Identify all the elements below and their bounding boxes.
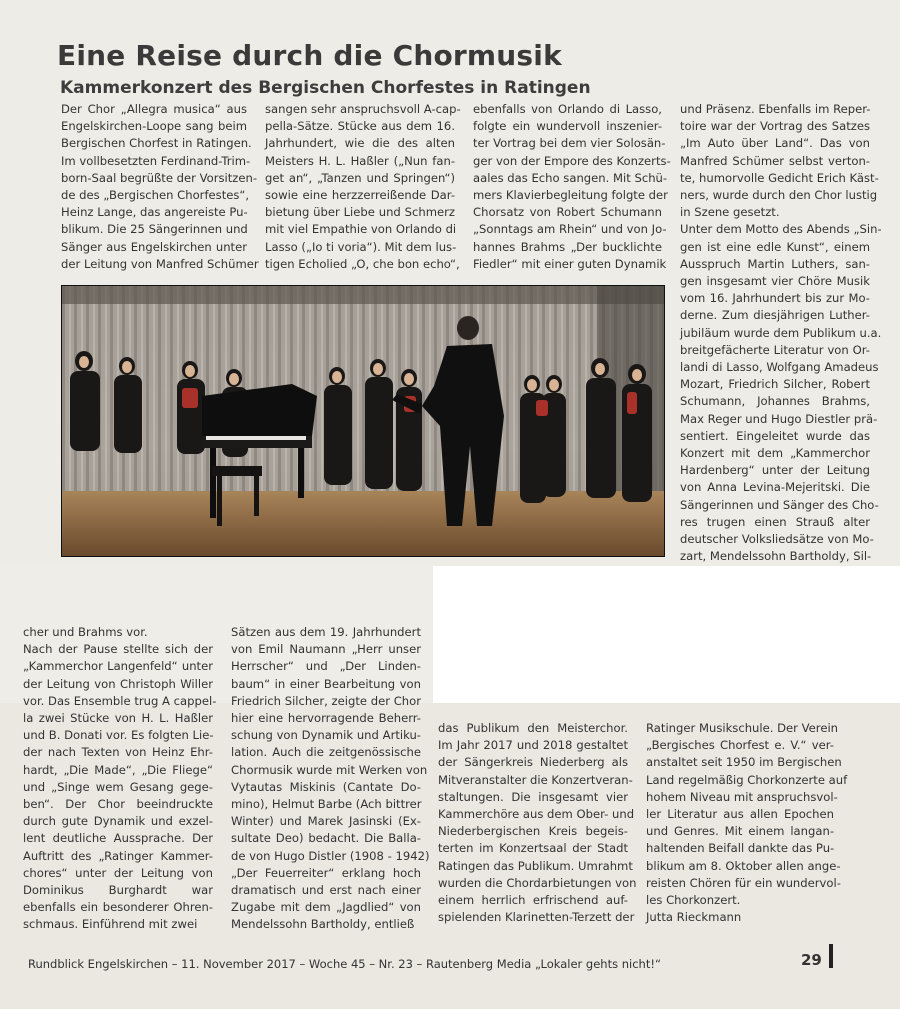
column-3-top bbox=[473, 101, 671, 273]
text-line: Manfred Schümer selbst verton- bbox=[680, 153, 870, 168]
text-line: in Szene gesetzt. bbox=[680, 205, 780, 220]
text-line: baum“ in einer Bearbeitung von bbox=[231, 676, 421, 691]
column-2-top bbox=[265, 101, 461, 273]
text-line: spielenden Klarinetten-Terzett der bbox=[438, 910, 635, 925]
text-line: de des „Bergischen Chorfestes“, bbox=[61, 188, 250, 203]
text-line: von Emil Naumann „Herr unser bbox=[231, 642, 421, 657]
text-line: Fiedler“ mit einer guten Dynamik bbox=[473, 256, 667, 271]
text-line: hohem Niveau mit anspruchsvol- bbox=[646, 789, 838, 804]
text-line: ler Literatur aus allen Epochen bbox=[646, 807, 834, 822]
text-line: Sätzen aus dem 19. Jahrhundert bbox=[231, 625, 421, 639]
text-line: cher und Brahms vor. bbox=[23, 625, 148, 639]
text-line: mit viel Empathie von Orlando di bbox=[265, 222, 457, 237]
text-line: te, humorvolle Gedicht Erich Käst- bbox=[680, 170, 879, 185]
text-line: und B. Donati vor. Es folgten Lie- bbox=[23, 728, 214, 743]
text-line: Mendelssohn Bartholdy, entließ bbox=[231, 917, 415, 932]
text-line: Niederbergischen Kreis begeis- bbox=[438, 824, 628, 839]
text-line: Im vollbesetzten Ferdinand-Trim- bbox=[61, 153, 251, 168]
text-line: „Kammerchor Langenfeld“ unter bbox=[23, 659, 213, 674]
headline: Eine Reise durch die Chormusik bbox=[57, 38, 562, 72]
text-line: Engelskirchen-Loope sang beim bbox=[61, 119, 247, 134]
text-line: tigen Echolied „O, che bon echo“, bbox=[265, 256, 460, 271]
text-line: Lasso („Io ti voria“). Mit dem lus- bbox=[265, 239, 457, 254]
text-line: ben“. Der Chor beeindruckte bbox=[23, 797, 213, 812]
text-line: Mitveranstalter die Konzertveran- bbox=[438, 772, 633, 787]
text-line: schmaus. Einführend mit zwei bbox=[23, 917, 198, 932]
text-line: sangen sehr anspruchsvoll A-cap- bbox=[265, 102, 461, 116]
text-line: bietung über Liebe und Schmerz bbox=[265, 205, 455, 220]
text-line: Land regelmäßig Chorkonzerte auf bbox=[646, 772, 848, 787]
text-line: der Leitung von Christoph Willer bbox=[23, 676, 213, 691]
text-line: Ratingen das Publikum. Umrahmt bbox=[438, 858, 633, 873]
text-line: Bergischen Chorfest in Ratingen. bbox=[61, 136, 252, 151]
text-line: Konzert mit dem „Kammerchor bbox=[680, 446, 870, 461]
text-line: sultate Deo) bedacht. Die Balla- bbox=[231, 831, 421, 846]
text-line: Zugabe mit dem „Jagdlied“ von bbox=[231, 900, 421, 915]
text-line: „Bergisches Chorfest e. V.“ ver- bbox=[646, 738, 834, 753]
text-line: pella-Sätze. Stücke aus dem 16. bbox=[265, 119, 455, 134]
text-line: Jutta Rieckmann bbox=[646, 910, 742, 925]
text-line: wurden die Chordarbietungen von bbox=[438, 875, 637, 890]
text-line: Sängerinnen und Sänger des Cho- bbox=[680, 497, 879, 512]
text-line: Der Chor „Allegra musica“ aus bbox=[61, 102, 247, 116]
text-line: „Der Feuerreiter“ erklang hoch bbox=[231, 865, 421, 880]
text-line: res trugen einen Strauß alter bbox=[680, 514, 870, 529]
text-line: Sänger aus Engelskirchen unter bbox=[61, 239, 247, 254]
text-line: toire war der Vortrag des Satzes bbox=[680, 119, 870, 134]
text-line: vor. Das Ensemble trug A cappel- bbox=[23, 693, 217, 708]
text-line: get an“, „Tanzen und Springen“) bbox=[265, 170, 455, 185]
text-line: haltenden Beifall dankte das Pu- bbox=[646, 841, 835, 856]
publication-footer: Rundblick Engelskirchen – 11. November 2017 – Woche 45 – Nr. 23 – Rautenberg Media „Lokaler gehts nicht!“ bbox=[28, 957, 661, 971]
text-line: von Anna Levina-Mejeritski. Die bbox=[680, 480, 870, 495]
text-line: Auftritt des „Ratinger Kammer- bbox=[23, 848, 213, 863]
text-line: durch gute Dynamik und exzel- bbox=[23, 814, 213, 829]
text-line: und Präsenz. Ebenfalls im Reper- bbox=[680, 102, 871, 116]
page-number: 29 bbox=[801, 951, 822, 969]
text-line: Kammerchöre aus dem Ober- und bbox=[438, 807, 635, 822]
text-line: sentiert. Eingeleitet wurde das bbox=[680, 428, 870, 443]
column-1-bottom bbox=[23, 624, 217, 934]
text-line: reisten Chören für ein wundervol- bbox=[646, 875, 841, 890]
column-1-top bbox=[61, 101, 259, 273]
choir-concert-photo bbox=[61, 285, 665, 557]
text-line: ebenfalls von Orlando di Lasso, bbox=[473, 102, 662, 116]
text-line: gen insgesamt vier Chöre Musik bbox=[680, 274, 870, 289]
text-line: aales das Echo sangen. Mit Schü- bbox=[473, 170, 668, 185]
text-line: schung von Dynamik und Artiku- bbox=[231, 728, 421, 743]
text-line: einem herrlich erfrischend auf- bbox=[438, 893, 628, 908]
text-line: deutscher Volksliedsätze von Mo- bbox=[680, 532, 874, 547]
page-marker-bar bbox=[829, 944, 833, 968]
text-line: dramatisch und erst nach einer bbox=[231, 883, 421, 898]
text-line: breitgefächerte Literatur von Or- bbox=[680, 342, 870, 357]
text-line: Dominikus Burghardt war bbox=[23, 883, 213, 898]
text-line: Winter) und Marek Jasinski (Ex- bbox=[231, 814, 421, 829]
text-line: Nach der Pause stellte sich der bbox=[23, 642, 213, 657]
text-line: der nach Texten von Heinz Ehr- bbox=[23, 745, 213, 760]
text-line: born-Saal begrüßte der Vorsitzen- bbox=[61, 170, 258, 185]
text-line: das Publikum den Meisterchor. bbox=[438, 721, 628, 735]
text-line: staltungen. Die insgesamt vier bbox=[438, 789, 628, 804]
text-line: hannes Brahms „Der bucklichte bbox=[473, 239, 662, 254]
text-line: ger von der Empore des Konzerts- bbox=[473, 153, 671, 168]
text-line: blikum am 8. Oktober allen ange- bbox=[646, 858, 841, 873]
text-line: Chormusik wurde mit Werken von bbox=[231, 762, 428, 777]
text-line: ners, wurde durch den Chor lustig bbox=[680, 188, 878, 203]
text-line: Herrscher“ und „Der Linden- bbox=[231, 659, 421, 674]
text-line: Ratinger Musikschule. Der Verein bbox=[646, 721, 839, 735]
text-line: Unter dem Motto des Abends „Sin- bbox=[680, 222, 882, 237]
text-line: hardt, „Die Made“, „Die Fliege“ bbox=[23, 762, 213, 777]
text-line: landi di Lasso, Wolfgang Amadeus bbox=[680, 360, 879, 375]
text-line: Friedrich Silcher, zeigte der Chor bbox=[231, 693, 421, 708]
text-line: „Sonntags am Rhein“ und von Jo- bbox=[473, 222, 667, 237]
text-line: terten im Konzertsaal der Stadt bbox=[438, 841, 628, 856]
text-line: mers Klavierbegleitung folgte der bbox=[473, 188, 668, 203]
column-2-bottom bbox=[231, 624, 430, 934]
text-line: mino), Helmut Barbe (Ach bittrer bbox=[231, 797, 422, 812]
text-line: de von Hugo Distler (1908 - 1942) bbox=[231, 848, 430, 863]
subheadline: Kammerkonzert des Bergischen Chorfestes in Ratingen bbox=[60, 78, 591, 99]
text-line: lation. Auch die zeitgenössische bbox=[231, 745, 421, 760]
text-line: hier eine hervorragende Beherr- bbox=[231, 711, 421, 726]
column-4-bottom bbox=[646, 720, 848, 926]
text-line: Heinz Lange, das angereiste Pu- bbox=[61, 205, 248, 220]
text-line: sowie eine herzzerreißende Dar- bbox=[265, 188, 455, 203]
text-line: Schumann, Johannes Brahms, bbox=[680, 394, 870, 409]
text-line: vom 16. Jahrhundert bis zur Mo- bbox=[680, 291, 870, 306]
text-line: chores“ unter der Leitung von bbox=[23, 865, 213, 880]
text-line: der Leitung von Manfred Schümer bbox=[61, 256, 259, 271]
text-line: und „Singe wem Gesang gege- bbox=[23, 779, 213, 794]
text-line: der Sängerkreis Niederberg als bbox=[438, 755, 628, 770]
text-line: ter Vortrag bei dem vier Solosän- bbox=[473, 136, 666, 151]
column-3-bottom bbox=[438, 720, 637, 926]
text-line: zart, Mendelssohn Bartholdy, Sil- bbox=[680, 549, 872, 564]
text-line: Hardenberg“ unter der Leitung bbox=[680, 463, 870, 478]
text-line: Im Jahr 2017 und 2018 gestaltet bbox=[438, 738, 628, 753]
text-line: Ausspruch Martin Luthers, san- bbox=[680, 256, 870, 271]
text-line: jubiläum wurde dem Publikum u.a. bbox=[680, 325, 882, 340]
text-line: blikum. Die 25 Sängerinnen und bbox=[61, 222, 248, 237]
text-line: und Genres. Mit einem langan- bbox=[646, 824, 834, 839]
text-line: la zwei Stücke von H. L. Haßler bbox=[23, 711, 213, 726]
text-line: Mozart, Friedrich Silcher, Robert bbox=[680, 377, 870, 392]
text-line: Meisters H. L. Haßler („Nun fan- bbox=[265, 153, 455, 168]
text-line: Chorsatz von Robert Schumann bbox=[473, 205, 662, 220]
text-line: Max Reger und Hugo Diestler prä- bbox=[680, 411, 878, 426]
text-line: Vytautas Miskinis (Cantate Do- bbox=[231, 779, 421, 794]
text-line: lent deutliche Aussprache. Der bbox=[23, 831, 213, 846]
text-line: „Im Auto über Land“. Das von bbox=[680, 136, 870, 151]
column-4-top bbox=[680, 101, 882, 565]
text-line: les Chorkonzert. bbox=[646, 893, 741, 908]
text-line: ebenfalls ein besonderer Ohren- bbox=[23, 900, 213, 915]
text-line: derne. Zum diesjährigen Luther- bbox=[680, 308, 870, 323]
text-line: folgte ein wundervoll inszenier- bbox=[473, 119, 662, 134]
text-line: anstaltet seit 1950 im Bergischen bbox=[646, 755, 842, 770]
text-line: gen ist eine edle Kunst“, einem bbox=[680, 239, 870, 254]
text-line: Jahrhundert, wie die des alten bbox=[265, 136, 455, 151]
